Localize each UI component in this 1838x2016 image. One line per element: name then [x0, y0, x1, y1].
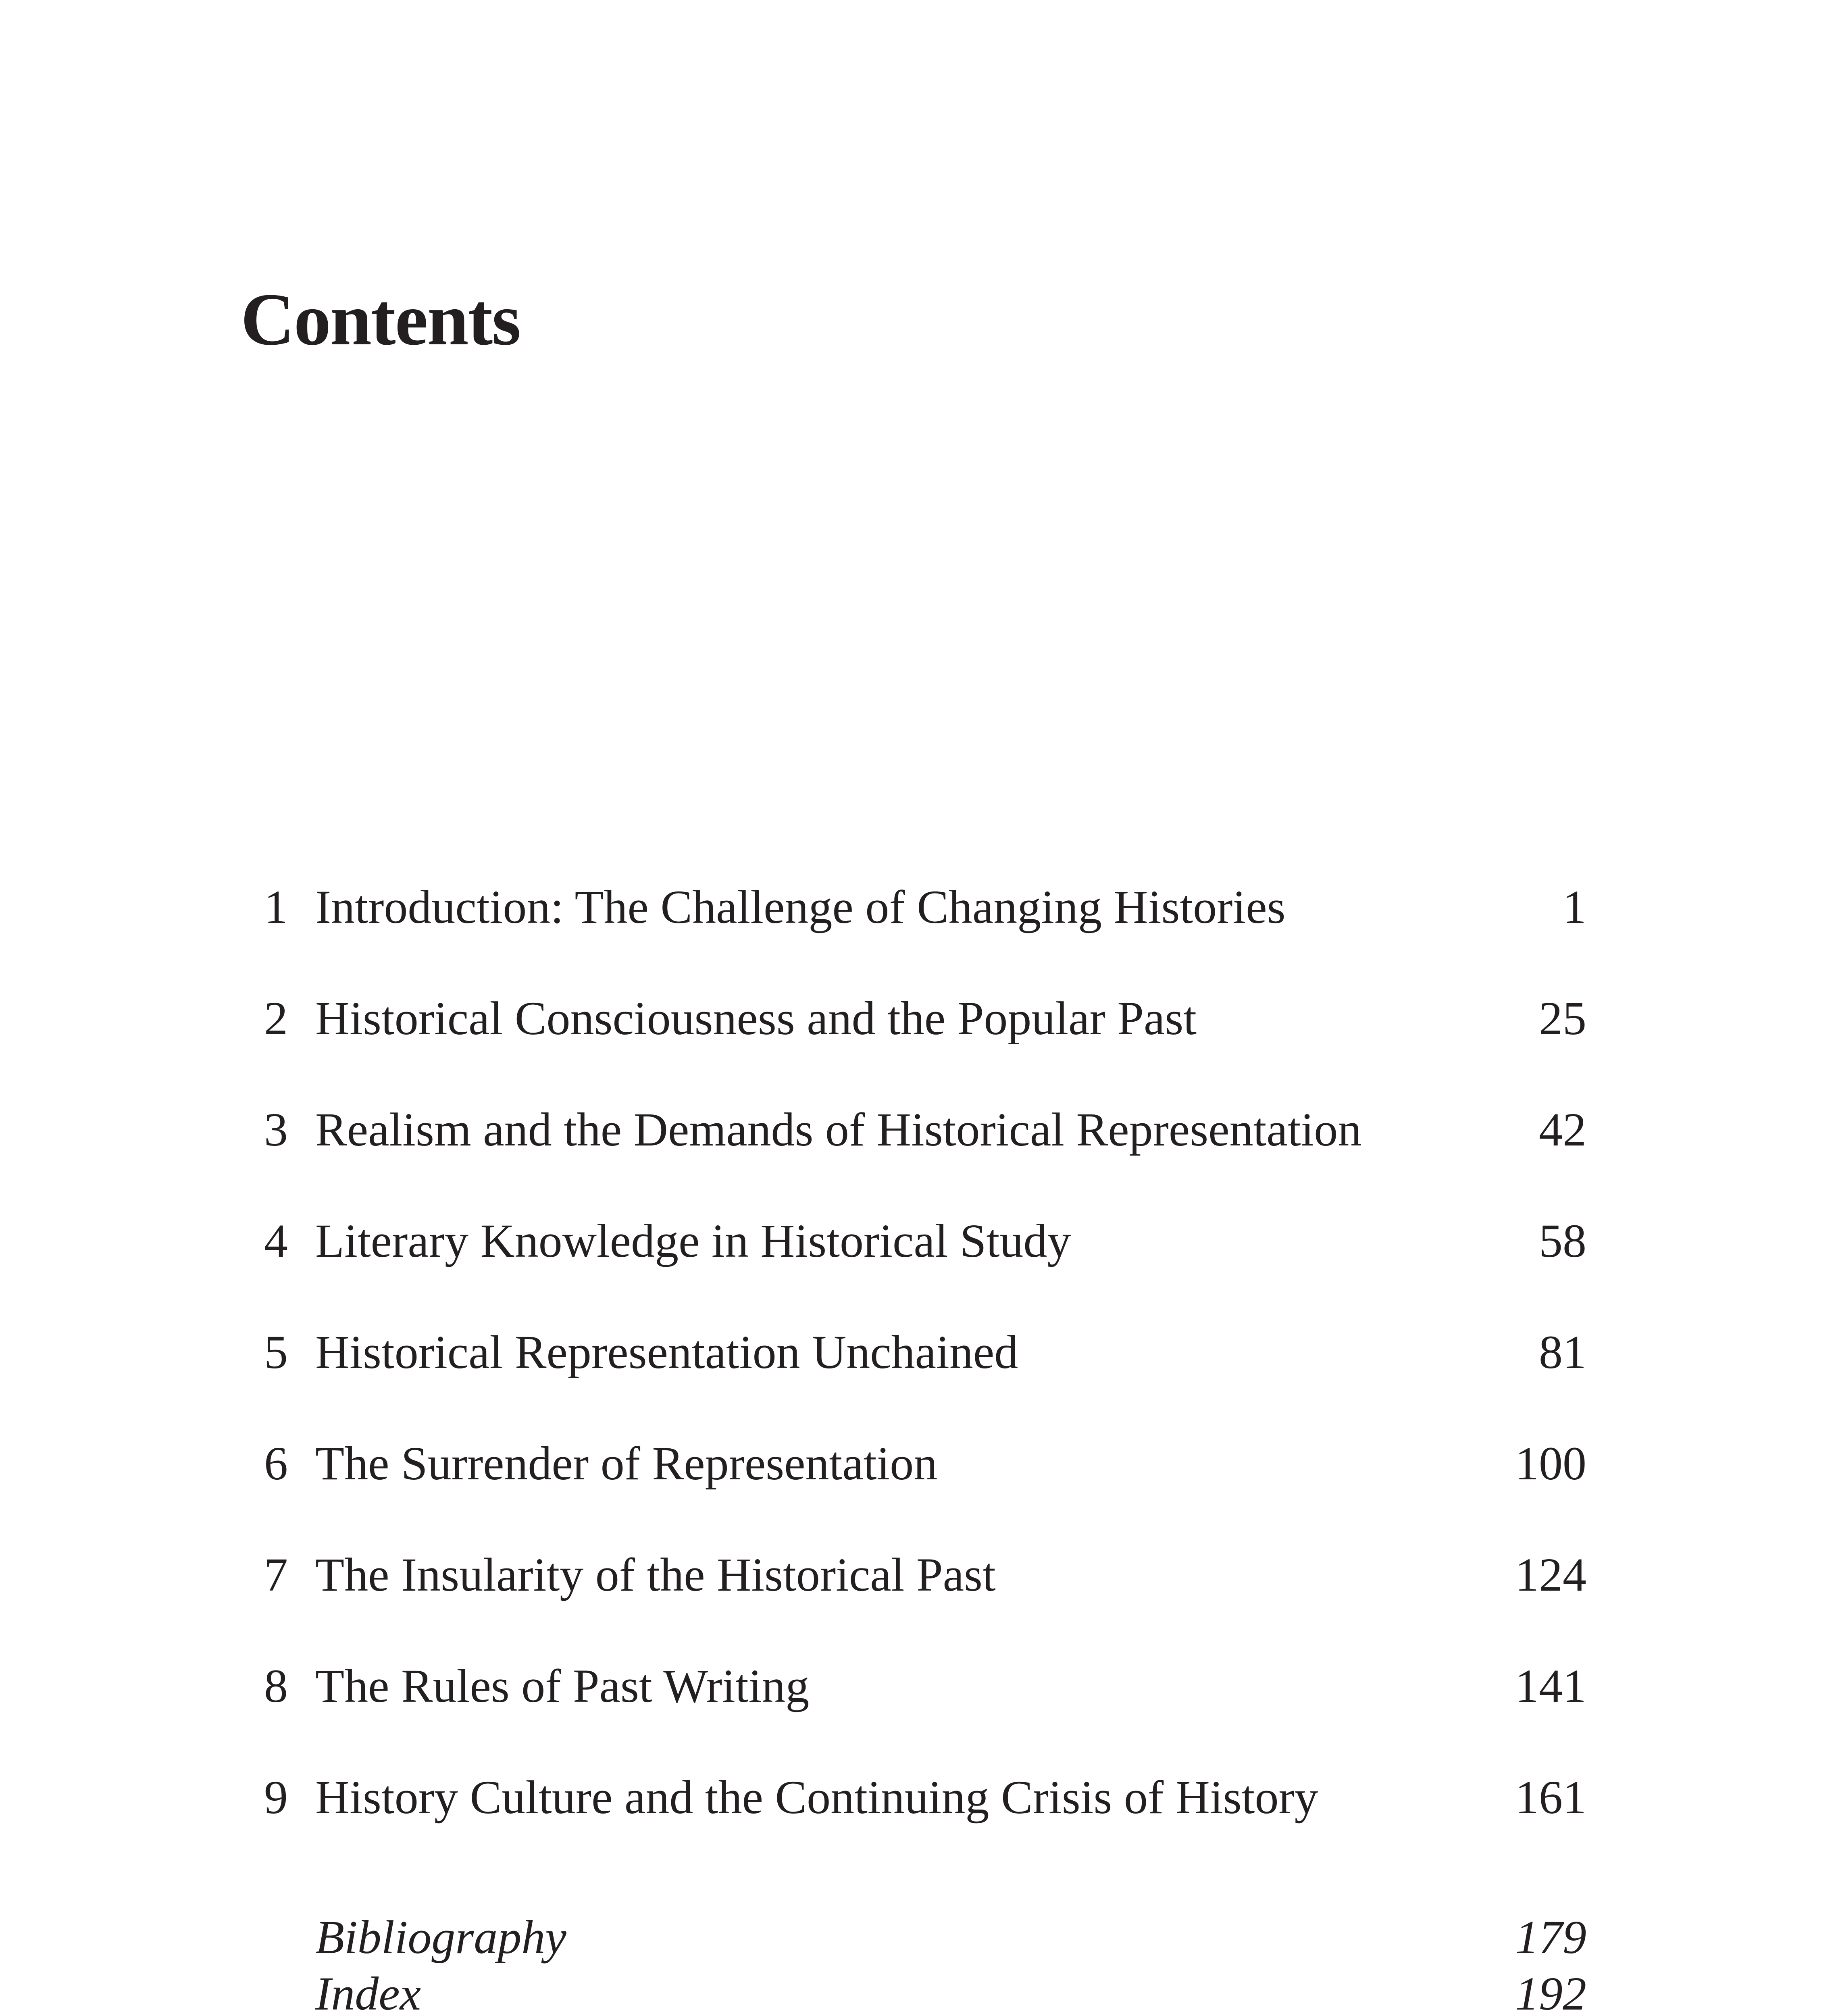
chapter-title: Historical Consciousness and the Popular Past [315, 992, 1197, 1045]
page-number: 124 [1515, 1548, 1586, 1601]
chapter-number: 7 [264, 1548, 288, 1601]
page-number: 141 [1515, 1660, 1586, 1712]
page-number: 25 [1539, 992, 1586, 1045]
chapter-title: Historical Representation Unchained [315, 1326, 1018, 1379]
chapter-number: 5 [264, 1326, 288, 1379]
page-number: 1 [1563, 881, 1586, 933]
page-number: 161 [1515, 1771, 1586, 1824]
toc-entry-chapter-3[interactable] [0, 1098, 1838, 1162]
back-matter-title: Bibliography [315, 1911, 566, 1964]
page-number: 42 [1539, 1103, 1586, 1156]
toc-entry-index[interactable] [0, 1966, 1838, 2016]
chapter-number: 4 [264, 1214, 288, 1267]
chapter-title: The Surrender of Representation [315, 1437, 938, 1490]
toc-entry-chapter-9[interactable] [0, 1765, 1838, 1830]
chapter-number: 8 [264, 1660, 288, 1712]
chapter-title: Introduction: The Challenge of Changing Histories [315, 881, 1286, 933]
chapter-number: 6 [264, 1437, 288, 1490]
chapter-title: The Insularity of the Historical Past [315, 1548, 996, 1601]
back-matter-title: Index [315, 1967, 421, 2016]
chapter-number: 1 [264, 881, 288, 933]
toc-entry-chapter-4[interactable] [0, 1209, 1838, 1273]
chapter-title: History Culture and the Continuing Crisis of History [315, 1771, 1318, 1824]
toc-entry-bibliography[interactable] [0, 1909, 1838, 1966]
toc-entry-chapter-8[interactable] [0, 1654, 1838, 1718]
chapter-number: 9 [264, 1771, 288, 1824]
toc-entry-chapter-6[interactable] [0, 1431, 1838, 1496]
toc-entry-chapter-2[interactable] [0, 986, 1838, 1051]
page-number: 192 [1515, 1967, 1586, 2016]
page-number: 58 [1539, 1214, 1586, 1267]
chapter-number: 3 [264, 1103, 288, 1156]
page-number: 179 [1515, 1911, 1586, 1964]
page-number: 81 [1539, 1326, 1586, 1379]
toc-entry-chapter-5[interactable] [0, 1320, 1838, 1385]
chapter-title: Literary Knowledge in Historical Study [315, 1214, 1071, 1267]
toc-entry-chapter-1[interactable] [0, 875, 1838, 939]
chapter-number: 2 [264, 992, 288, 1045]
toc-entry-chapter-7[interactable] [0, 1543, 1838, 1607]
page-number: 100 [1515, 1437, 1586, 1490]
chapter-title: The Rules of Past Writing [315, 1660, 810, 1712]
chapter-title: Realism and the Demands of Historical Representation [315, 1103, 1362, 1156]
page-title: Contents [241, 278, 520, 361]
